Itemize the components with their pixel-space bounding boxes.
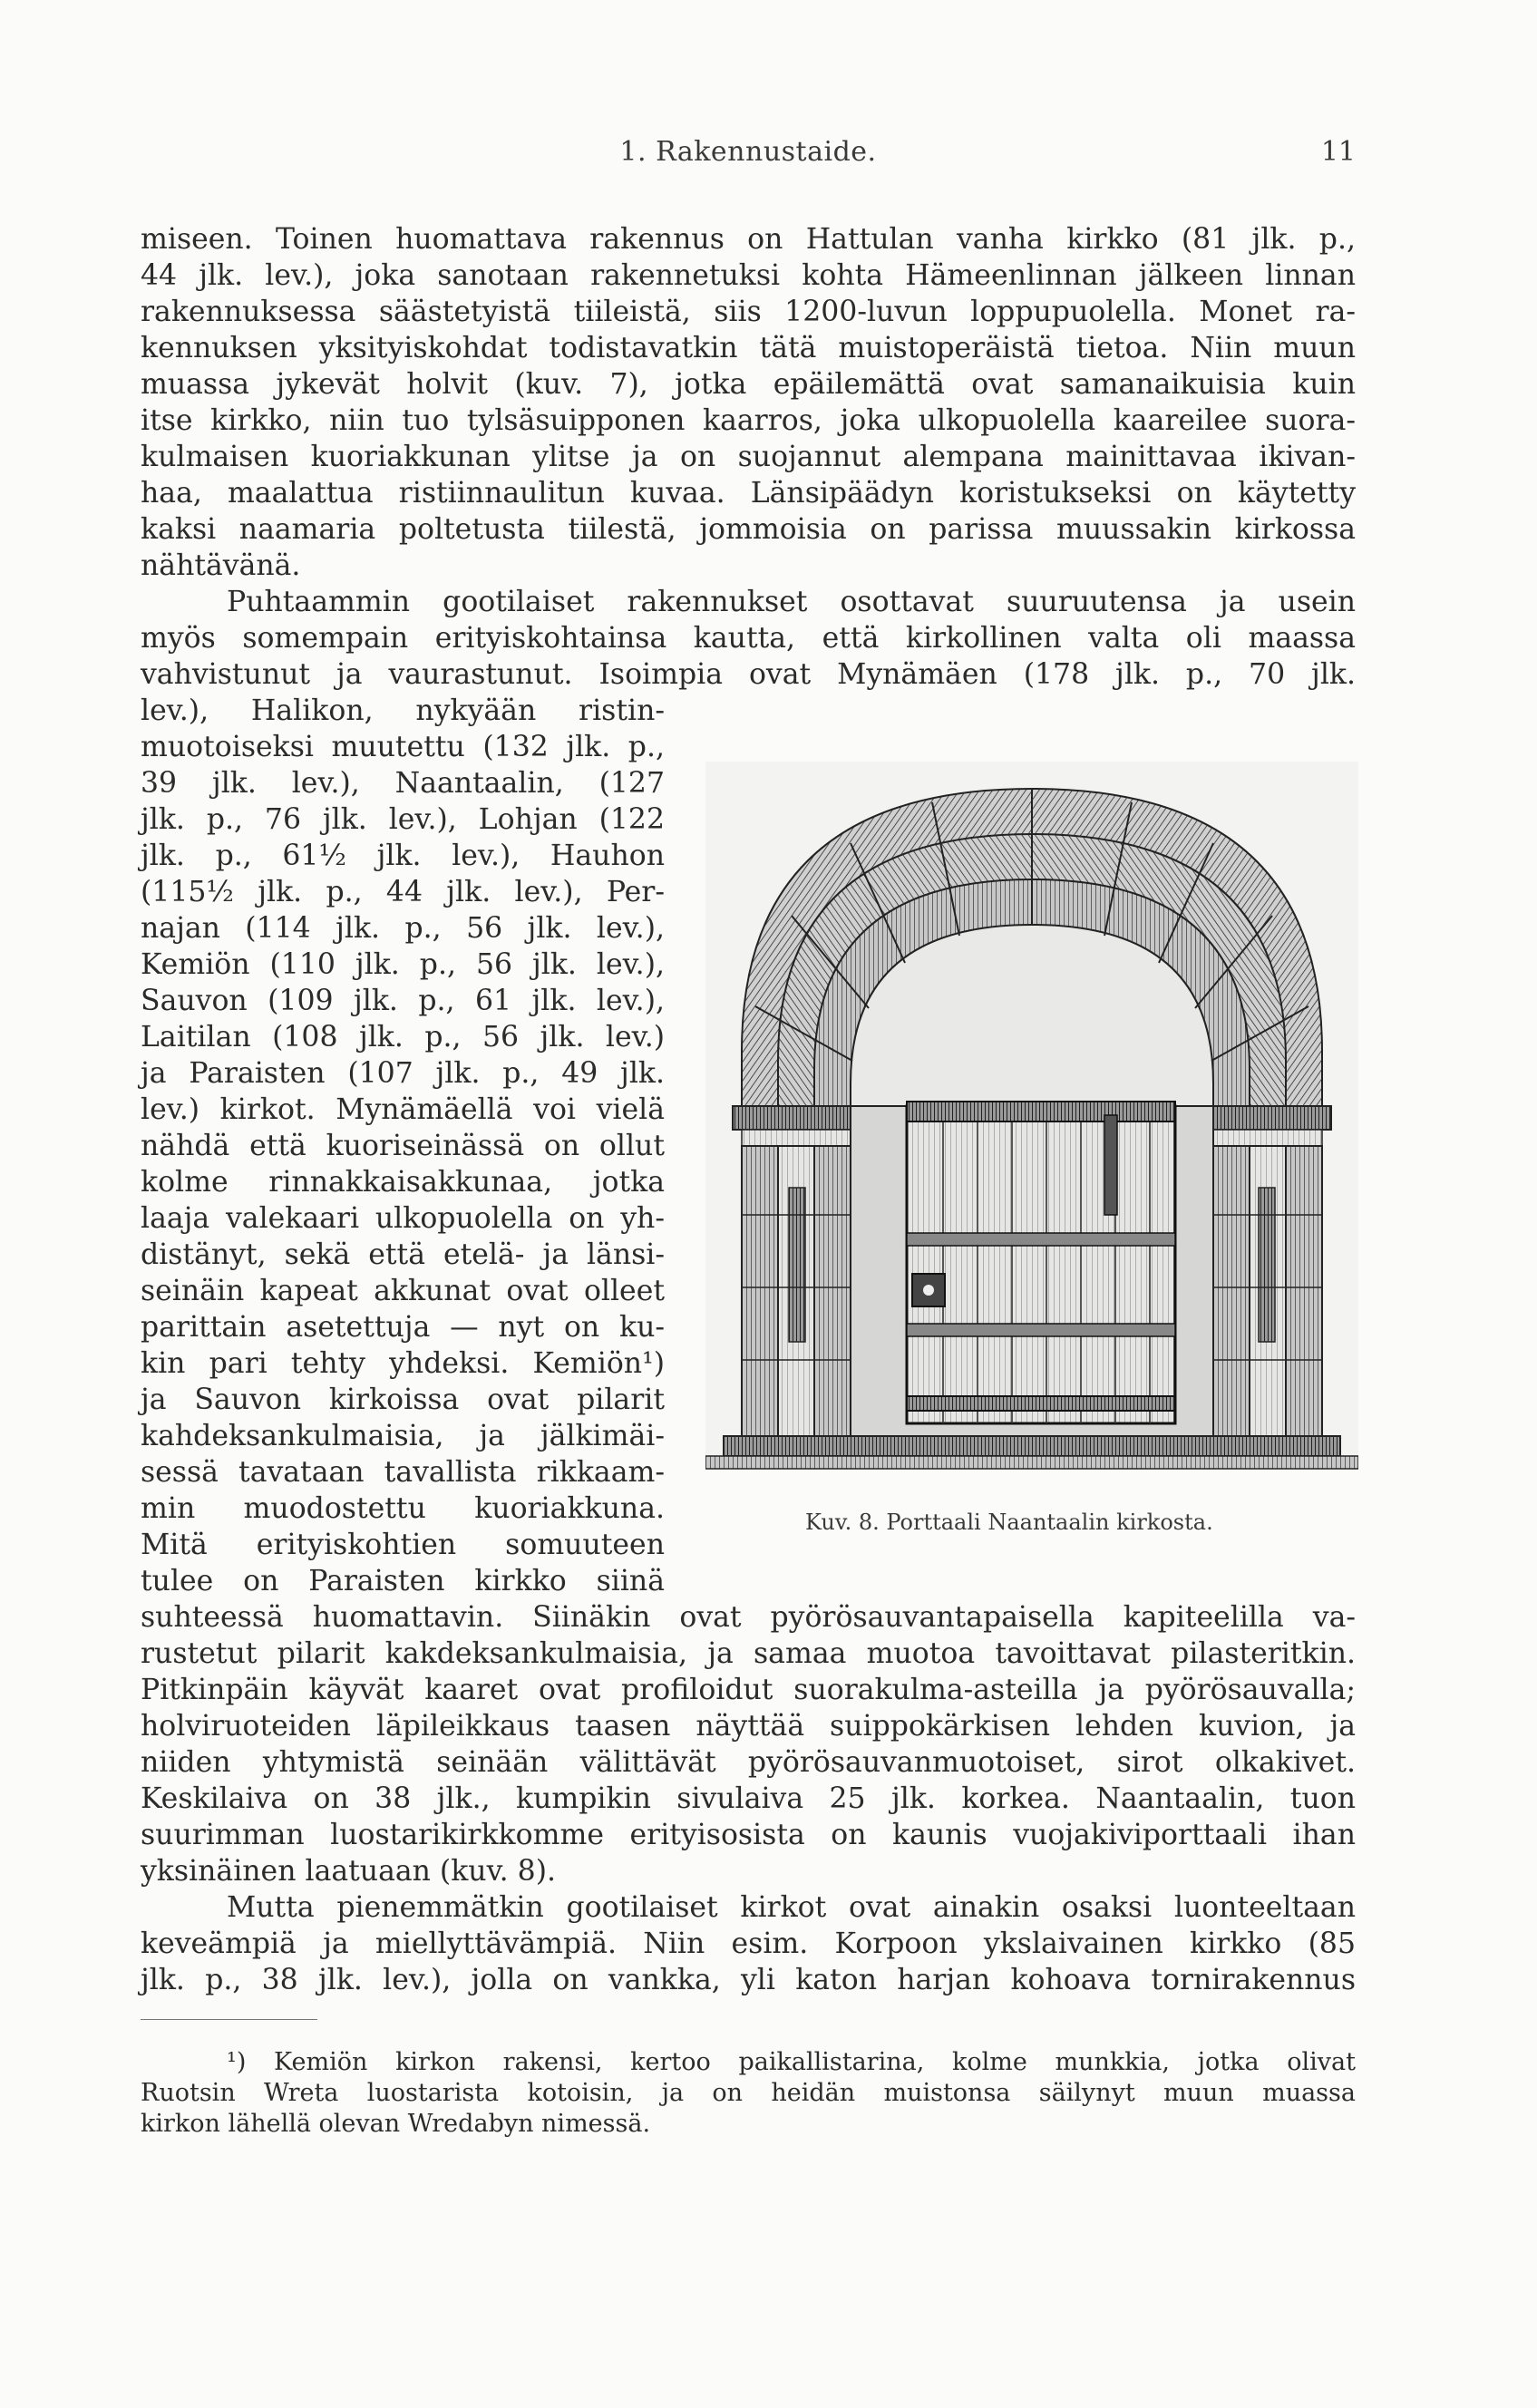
text-line: myös somempain erityiskohtainsa kautta, että kirkollinen valta oli maassa — [141, 622, 1356, 655]
footnote-separator — [141, 2019, 317, 2020]
text-line: miseen. Toinen huomattava rakennus on Hattulan vanha kirkko (81 jlk. p., — [141, 223, 1356, 256]
text-line: nähtävänä. — [141, 549, 301, 582]
text-line: muassa jykevät holvit (kuv. 7), jotka epäilemättä ovat samanaikuisia kuin — [141, 368, 1356, 401]
chapter-title: 1. Rakennustaide. — [619, 136, 877, 168]
text-line: sessä tavataan tavallista rikkaam- — [141, 1456, 665, 1489]
text-line: min muodostettu kuoriakkuna. — [141, 1492, 665, 1525]
text-line: holviruoteiden läpileikkaus taasen näyttää suippokärkisen lehden kuvion, ja — [141, 1710, 1356, 1743]
running-header — [141, 136, 1356, 181]
text-line: (115½ jlk. p., 44 jlk. lev.), Per- — [141, 876, 665, 908]
text-line: kolme rinnakkaisakkunaa, jotka — [141, 1166, 665, 1199]
text-line: suhteessä huomattavin. Siinäkin ovat pyörösauvantapaisella kapiteelilla va- — [141, 1601, 1356, 1634]
text-line: nähdä että kuoriseinässä on ollut — [141, 1130, 665, 1162]
text-line: tulee on Paraisten kirkko siinä — [141, 1565, 665, 1597]
text-line: rustetut pilarit kakdeksankulmaisia, ja samaa muotoa tavoittavat pilasteritkin. — [141, 1637, 1356, 1670]
text-line: Kemiön (110 jlk. p., 56 jlk. lev.), — [141, 948, 665, 981]
text-line: laaja valekaari ulkopuolella on yh- — [141, 1202, 665, 1235]
text-line: itse kirkko, niin tuo tylsäsuipponen kaarros, joka ulkopuolella kaareilee suora- — [141, 404, 1356, 437]
page-number: 11 — [1320, 136, 1356, 168]
footnote-line: kirkon lähellä olevan Wredabyn nimessä. — [141, 2110, 651, 2138]
text-line: kahdeksankulmaisia, ja jälkimäi- — [141, 1420, 665, 1452]
text-line: jlk. p., 38 jlk. lev.), jolla on vankka, yli katon harjan kohoava tornirakennus — [141, 1964, 1356, 1996]
text-line: niiden yhtymistä seinään välittävät pyörösauvanmuotoiset, sirot olkakivet. — [141, 1746, 1356, 1779]
text-line: lev.) kirkot. Mynämäellä voi vielä — [141, 1093, 665, 1126]
text-line: Mitä erityiskohtien somuuteen — [141, 1529, 665, 1561]
text-line: kennuksen yksityiskohdat todistavatkin tätä muistoperäistä tietoa. Niin muun — [141, 332, 1356, 364]
footnote-line: Ruotsin Wreta luostarista kotoisin, ja on heidän muistonsa säilynyt muun muassa — [141, 2079, 1356, 2107]
text-line: lev.), Halikon, nykyään ristin- — [141, 694, 665, 727]
text-line: suurimman luostarikirkkomme erityisosista on kaunis vuojakiviporttaali ihan — [141, 1819, 1356, 1851]
text-line: distänyt, sekä että etelä- ja länsi- — [141, 1238, 665, 1271]
text-line: haa, maalattua ristiinnaulitun kuvaa. Länsipäädyn koristukseksi on käytetty — [141, 477, 1356, 510]
footnote-line: ¹) Kemiön kirkon rakensi, kertoo paikallistarina, kolme munkkia, jotka olivat — [227, 2048, 1356, 2076]
text-line: kaksi naamaria poltetusta tiilestä, jommoisia on parissa muussakin kirkossa — [141, 513, 1356, 546]
text-line: Sauvon (109 jlk. p., 61 jlk. lev.), — [141, 985, 665, 1017]
text-line: ja Paraisten (107 jlk. p., 49 jlk. — [141, 1057, 665, 1090]
text-line: 44 jlk. lev.), joka sanotaan rakennetuksi kohta Hämeenlinnan jälkeen linnan — [141, 259, 1356, 292]
text-line: kin pari tehty yhdeksi. Kemiön¹) — [141, 1347, 665, 1380]
text-line: Pitkinpäin käyvät kaaret ovat profiloidut suorakulma-asteilla ja pyörösauvalla; — [141, 1674, 1356, 1706]
text-line: kulmaisen kuoriakkunan ylitse ja on suojannut alempana mainittavaa ikivan- — [141, 441, 1356, 473]
text-line: Laitilan (108 jlk. p., 56 jlk. lev.) — [141, 1021, 665, 1054]
text-line: Puhtaammin gootilaiset rakennukset osottavat suuruutensa ja usein — [227, 586, 1356, 618]
text-line: yksinäinen laatuaan (kuv. 8). — [141, 1855, 557, 1888]
text-line: najan (114 jlk. p., 56 jlk. lev.), — [141, 912, 665, 945]
portal-engraving — [705, 725, 1358, 1487]
figure-caption: Kuv. 8. Porttaali Naantaalin kirkosta. — [805, 1510, 1213, 1535]
text-line: jlk. p., 76 jlk. lev.), Lohjan (122 — [141, 803, 665, 836]
text-line: seinäin kapeat akkunat ovat olleet — [141, 1275, 665, 1307]
text-line: 39 jlk. lev.), Naantaalin, (127 — [141, 767, 665, 800]
text-line: vahvistunut ja vaurastunut. Isoimpia ovat Mynämäen (178 jlk. p., 70 jlk. — [141, 658, 1356, 691]
text-line: Keskilaiva on 38 jlk., kumpikin sivulaiva 25 jlk. korkea. Naantaalin, tuon — [141, 1782, 1356, 1815]
text-line: keveämpiä ja miellyttävämpiä. Niin esim. Korpoon ykslaivainen kirkko (85 — [141, 1927, 1356, 1960]
text-line: parittain asetettuja — nyt on ku- — [141, 1311, 665, 1344]
text-line: Mutta pienemmätkin gootilaiset kirkot ovat ainakin osaksi luonteeltaan — [227, 1891, 1356, 1924]
text-line: jlk. p., 61½ jlk. lev.), Hauhon — [141, 840, 665, 872]
text-line: rakennuksessa säästetyistä tiileistä, siis 1200-luvun loppupuolella. Monet ra- — [141, 296, 1356, 328]
text-line: muotoiseksi muutettu (132 jlk. p., — [141, 731, 665, 763]
text-line: ja Sauvon kirkoissa ovat pilarit — [141, 1384, 665, 1416]
